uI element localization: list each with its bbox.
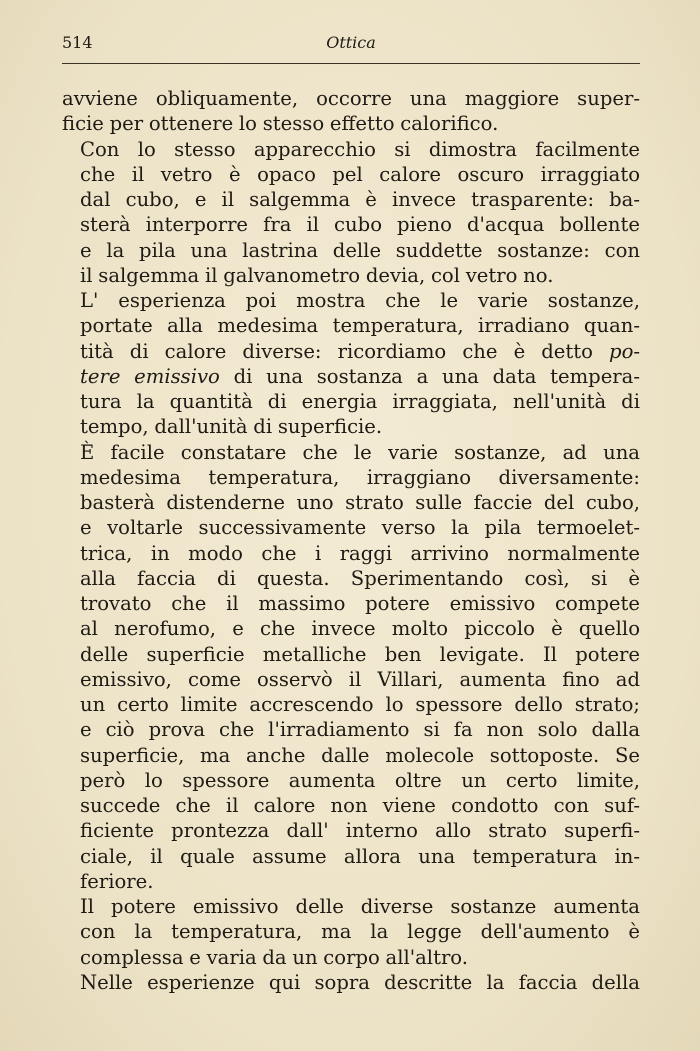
paragraph <box>62 894 640 970</box>
paragraph <box>62 970 640 995</box>
paragraph <box>62 288 640 440</box>
text-line: Nelle esperienze qui sopra descritte la faccia della <box>80 970 640 994</box>
body-text <box>62 86 640 995</box>
text-line: con la temperatura, ma la legge dell'aumento è <box>80 920 640 944</box>
text-line: superficie, ma anche dalle molecole sottoposte. Se <box>80 743 640 767</box>
text-line: il salgemma il galvanometro devia, col vetro no. <box>80 263 554 287</box>
paragraph <box>62 137 640 289</box>
page-header <box>62 33 640 57</box>
paragraph <box>62 440 640 895</box>
text-line: tempo, dall'unità di superficie. <box>80 415 383 439</box>
text-line: ficiente prontezza dall' interno allo strato superfi- <box>80 819 640 843</box>
text-line: ciale, il quale assume allora una temperatura in- <box>80 844 640 868</box>
text-line: ficie per ottenere lo stesso effetto calorifico. <box>62 112 499 136</box>
text-line: trovato che il massimo potere emissivo compete <box>80 592 640 615</box>
text-line: portate alla medesima temperatura, irradiano quan- <box>80 314 640 338</box>
text-line: sterà interporre fra il cubo pieno d'acqua bollente <box>80 213 640 237</box>
running-title: Ottica <box>326 33 376 52</box>
paragraph <box>62 86 640 137</box>
text-line: feriore. <box>80 869 154 893</box>
text-line <box>62 339 640 364</box>
text-line: avviene obliquamente, occorre una maggiore super- <box>62 87 640 110</box>
text-line: che il vetro è opaco pel calore oscuro irraggiato <box>80 162 640 186</box>
text-line: al nerofumo, e che invece molto piccolo è quello <box>80 617 640 641</box>
text-line: tura la quantità di energia irraggiata, nell'unità di <box>80 390 640 413</box>
text-line: Con lo stesso apparecchio si dimostra facilmente <box>80 137 640 161</box>
text-line: alla faccia di questa. Sperimentando così, si è <box>80 566 640 590</box>
text-line: e la pila una lastrina delle suddette sostanze: con <box>80 238 640 262</box>
header-rule <box>62 63 640 64</box>
text-line <box>62 364 640 389</box>
text-line: emissivo, come osservò il Villari, aumenta fino ad <box>80 667 640 691</box>
text-line: L' esperienza poi mostra che le varie sostanze, <box>80 289 640 312</box>
text-line: medesima temperatura, irraggiano diversamente: <box>80 465 640 489</box>
text-line: e voltarle successivamente verso la pila termoelet- <box>80 516 640 540</box>
text-line: un certo limite accrescendo lo spessore dello strato; <box>80 693 640 716</box>
text-run: tità di calore diverse: ricordiamo che è detto <box>80 339 610 363</box>
text-line: dal cubo, e il salgemma è invece trasparente: ba- <box>80 188 640 211</box>
text-run: di una sostanza a una data tempera- <box>219 364 640 388</box>
text-line: È facile constatare che le varie sostanze, ad una <box>80 440 640 464</box>
text-line: basterà distenderne uno strato sulle faccie del cubo, <box>80 491 640 514</box>
italic-term: po- <box>609 339 640 363</box>
italic-term: tere emissivo <box>80 364 220 388</box>
text-line: delle superficie metalliche ben levigate. Il potere <box>80 642 640 666</box>
text-line: però lo spessore aumenta oltre un certo limite, <box>80 768 640 792</box>
text-line: Il potere emissivo delle diverse sostanze aumenta <box>80 895 640 918</box>
text-line: trica, in modo che i raggi arrivino normalmente <box>80 541 640 565</box>
text-line: complessa e varia da un corpo all'altro. <box>80 945 468 969</box>
page-number: 514 <box>62 33 93 52</box>
text-line: succede che il calore non viene condotto con suf- <box>80 794 640 817</box>
text-line: e ciò prova che l'irradiamento si fa non solo dalla <box>80 718 640 742</box>
